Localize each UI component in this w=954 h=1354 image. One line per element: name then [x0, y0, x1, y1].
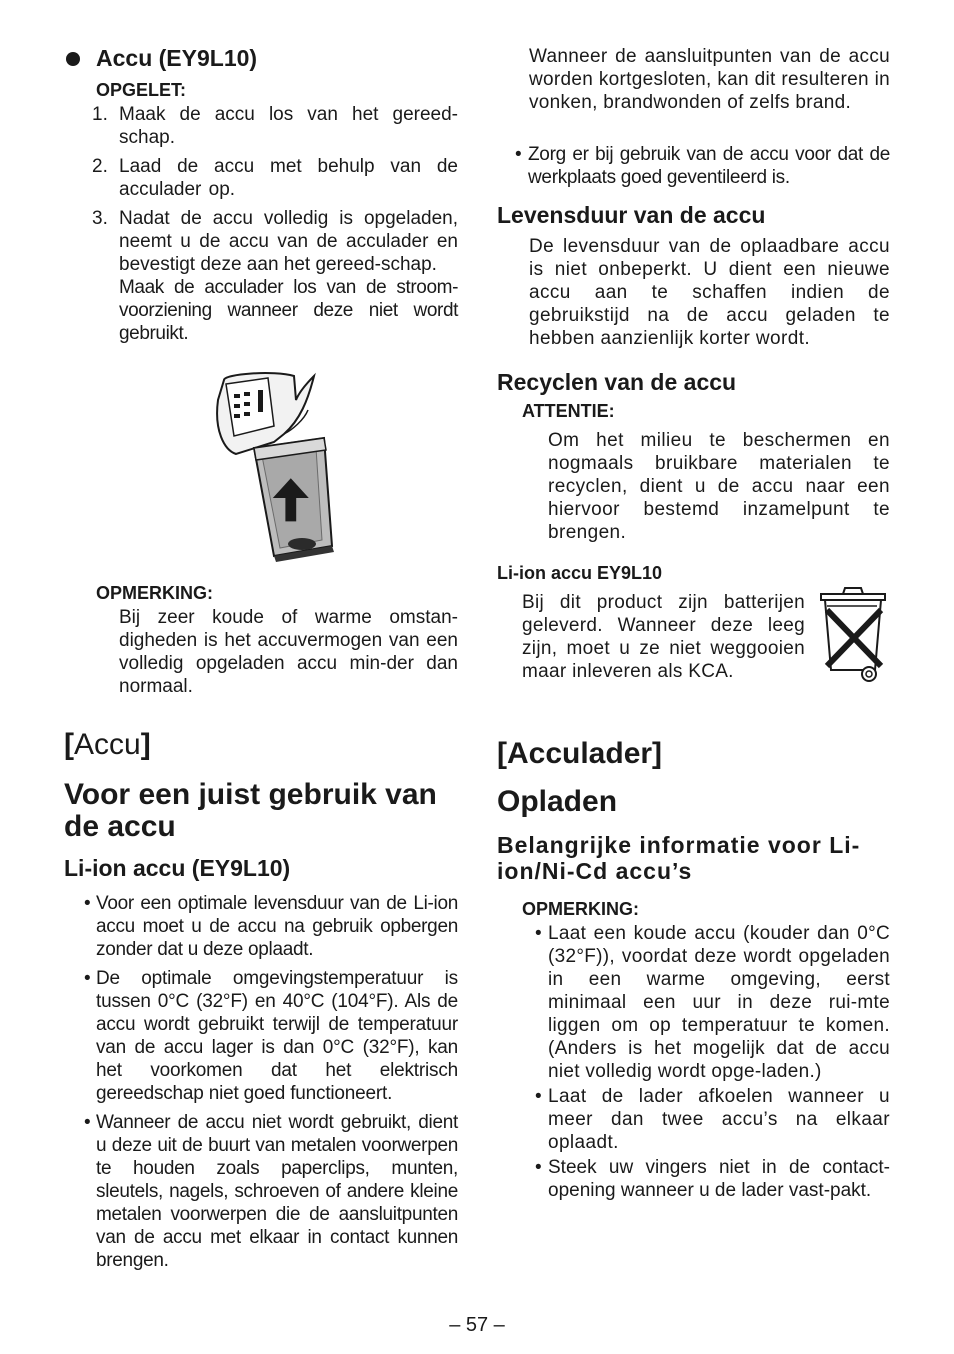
bullet-icon: • [535, 923, 542, 944]
note-text: Steek uw vingers niet in de contact-opening wanneer u de lader vast-pakt. [548, 1157, 890, 1201]
note-text: Laat een koude accu (kouder dan 0°C (32°F)), voordat deze wordt opgeladen in een warme omgeving, eerst minimaal een uur in deze rui-mte liggen om op temperatuur te komen. (Anders is het mogelijk dat de accu niet volledig wordt opge-laden.) [548, 923, 890, 1082]
list-item [535, 1156, 890, 1202]
levensduur-text: De levensduur van de oplaadbare accu is niet onbeperkt. U dient een nieuwe accu aan te schaffen indien de gebruikstijd na de accu geladen te hebben aanzienlijk korter wordt. [529, 236, 890, 349]
bracket-close: ] [140, 728, 151, 761]
bullet-dot-icon [66, 52, 80, 66]
step-number: 2. [92, 156, 108, 177]
opmerking-text: Bij zeer koude of warme omstan-digheden is het accuvermogen van een volledig opgeladen accu min-der dan normaal. [119, 607, 458, 697]
opmerking-label: OPMERKING: [96, 583, 213, 603]
bullet-icon: • [535, 1086, 542, 1107]
bullet-icon: • [84, 1112, 91, 1133]
step-number: 1. [92, 104, 108, 125]
section-label [64, 725, 151, 765]
continuation-text: Wanneer de aansluitpunten van de accu worden kortgesloten, kan dit resulteren in vonken, brandwonden of zelfs brand. [529, 46, 890, 113]
bullet-text: De optimale omgevingstemperatuur is tussen 0°C (32°F) en 40°C (104°F). Als de accu wordt gebruikt terwijl de temperatuur van de accu lager is dan 0°C (32°F), kan het voorkomen dat het elektrisch gereedschap niet goed functioneert. [96, 968, 458, 1104]
step-2 [92, 155, 458, 201]
belangrijke-heading: Belangrijke informatie voor Li-ion/Ni-Cd accu’s [497, 832, 861, 884]
opladen-heading: Opladen [497, 785, 618, 818]
bullet-text: Zorg er bij gebruik van de accu voor dat de werkplaats goed geventileerd is. [528, 144, 890, 188]
section-word: Accu [74, 728, 141, 761]
list-item [515, 143, 890, 189]
bullet-list [84, 892, 458, 1272]
bullet-icon: • [84, 893, 91, 914]
step-number: 3. [92, 208, 108, 229]
step-text: Laad de accu met behulp van de acculader op. [119, 156, 458, 200]
battery-removal-illustration [204, 370, 404, 570]
step-text: Nadat de accu volledig is opgeladen, neemt u de accu van de acculader en bevestigt deze aan het gereed-schap. [119, 208, 458, 275]
liion-heading: Li-ion accu (EY9L10) [64, 855, 291, 881]
step-text: Maak de accu los van het gereed-schap. [119, 104, 458, 148]
list-item [84, 892, 458, 961]
list-item [535, 922, 890, 1083]
bracket-open: [ [64, 728, 74, 761]
bullet-text: Wanneer de accu niet wordt gebruikt, dient u deze uit de buurt van metalen voorwerpen te houden zoals paperclips, munten, sleutels, nagels, schroeven of andere kleine metalen voorwerpen die de aansluitpunten van de accu met elkaar in contact kunnen brengen. [96, 1112, 458, 1271]
acculader-heading: [Acculader] [497, 737, 663, 770]
step-3-extra: Maak de acculader los van de stroom-voorziening wanneer deze niet wordt gebruikt. [119, 277, 458, 344]
note-text: Laat de lader afkoelen wanneer u meer dan twee accu’s na elkaar oplaadt. [548, 1086, 890, 1153]
page-number: – 57 – [449, 1314, 505, 1336]
crossed-bin-icon [817, 584, 891, 684]
step-3 [92, 207, 458, 345]
list-item [84, 967, 458, 1105]
accu-heading-row [64, 43, 458, 73]
liion-subheading: Li-ion accu EY9L10 [497, 563, 663, 583]
main-title: Voor een juist gebruik van de accu [64, 778, 437, 843]
opmerking-label-right: OPMERKING: [522, 899, 639, 919]
recyclen-text: Om het milieu te beschermen en nogmaals bruikbare materialen te recyclen, dient u de accu naar een hiervoor bestemd inzamelpunt te brengen. [548, 430, 890, 543]
notes-list [535, 922, 890, 1202]
opgelet-label: OPGELET: [96, 80, 187, 100]
recyclen-heading: Recyclen van de accu [497, 369, 737, 395]
list-item [535, 1085, 890, 1154]
list-item [84, 1111, 458, 1272]
bullet-text: Voor een optimale levensduur van de Li-ion accu moet u de accu na gebruik opbergen zonder dat u deze oplaadt. [96, 893, 458, 960]
bullet-icon: • [84, 968, 91, 989]
bullet-icon: • [515, 144, 522, 165]
attentie-label: ATTENTIE: [522, 401, 615, 421]
step-1 [92, 103, 458, 149]
levensduur-heading: Levensduur van de accu [497, 202, 766, 228]
accu-heading: Accu (EY9L10) [96, 45, 258, 71]
bullet-icon: • [535, 1157, 542, 1178]
kca-text: Bij dit product zijn batterijen geleverd. Wanneer deze leeg zijn, moet u ze niet weggooien maar inleveren als KCA. [522, 592, 805, 682]
